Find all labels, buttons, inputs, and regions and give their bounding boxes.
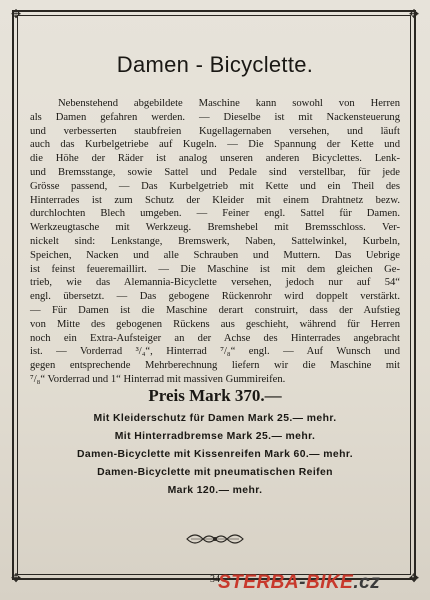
description-line: engl. übersetzt. — Das gebogene Rückenrohr wird doppelt verstärkt. (30, 291, 400, 303)
description-line: nickelt sind: Lenkstange, Bremswerk, Naben, Sattelwinkel, Kurbeln, (30, 235, 400, 247)
description-line: trieb, wie das Alemannia-Bicyclette versehen, jedoch nur auf 54“ (30, 277, 400, 289)
description-line: und Bremsstange, sowie Sattel und Pedale sind verstellbar, für jede (30, 166, 400, 178)
page-title: Damen - Bicyclette. (116, 52, 314, 77)
watermark-part: .cz (353, 572, 381, 593)
extra-option-line: Mit Kleiderschutz für Damen Mark 25.— mehr. (93, 413, 337, 424)
description-line: noch ein Extra-Aufsteiger an der Achse des Hinterrades angebracht (30, 332, 400, 344)
corner-ornament-icon: ✥ (10, 7, 22, 21)
description-line: Grösse passend, — Das Kurbelgetrieb mit Kette und ein Theil des (30, 180, 400, 192)
watermark-part: - (299, 572, 306, 593)
page-number: 34 (210, 574, 220, 585)
description-line: von Mitte des gebogenen Rückens aus geschieht, während für Herren (30, 318, 400, 330)
description-line: gegen entsprechende Mehrberechnung liefern wir die Maschine mit (30, 360, 400, 372)
watermark-part: BIKE (305, 572, 354, 593)
description-line: auch das Kurbelgetriebe auf Kugeln. — Die Spannung der Kette und (30, 139, 400, 151)
description-line: Werkzeugtasche mit Werkzeug. Bremshebel mit Bremsschloss. Ver- (30, 222, 400, 234)
description-line: ⁷/₈“ Vorderrad und 1“ Hinterrad mit massiven Gummireifen. (30, 373, 286, 385)
description-line: als Damen gefahren werden. — Dieselbe ist mit Nackensteuerung (30, 111, 400, 123)
site-watermark (218, 572, 428, 598)
description-line: Speichen, Nacken und alle Schrauben und Muttern. Das Uebrige (30, 249, 400, 261)
extra-option-line: Mark 120.— mehr. (167, 485, 263, 496)
description-line: ist. — Vorderrad ³/₄“, Hinterrad ⁷/₈“ engl. — Auf Wunsch und (30, 346, 400, 358)
corner-ornament-icon: ✥ (408, 571, 420, 585)
price-heading: Preis Mark 370.— (148, 386, 282, 405)
extra-option-line: Damen-Bicyclette mit pneumatischen Reifen (97, 467, 333, 478)
extra-option-line: Damen-Bicyclette mit Kissenreifen Mark 60.— mehr. (76, 449, 353, 460)
corner-ornament-icon: ✥ (10, 571, 22, 585)
extra-option-line: Mit Hinterradbremse Mark 25.— mehr. (114, 431, 316, 442)
description-line: Nebenstehend abgebildete Maschine kann sowohl von Herren (58, 98, 400, 109)
extras-price-list (20, 410, 410, 500)
watermark-part: STERBA (218, 572, 300, 593)
decorative-ornament-icon (185, 529, 245, 549)
description-line: — Für Damen ist die Maschine derart construirt, dass der Aufstieg (30, 304, 400, 316)
description-line: ist feinst feueremaillirt. — Die Maschine ist mit dem gleichen Ge- (30, 263, 400, 275)
description-line: die Höhe der Räder ist analog unseren anderen Bicyclettes. Lenk- (30, 153, 400, 165)
description-text (30, 97, 400, 387)
corner-ornament-icon: ✥ (408, 7, 420, 21)
description-line: durchlochten Blech umgeben. — Feiner engl. Sattel für Damen. (30, 208, 400, 220)
description-line: und verbesserten staubfreien Kugellagernaben versehen, und läuft (30, 125, 400, 137)
description-line: Hinterrades ist zum Schutz der Kleider mit einem Drahtnetz bezw. (30, 194, 400, 206)
